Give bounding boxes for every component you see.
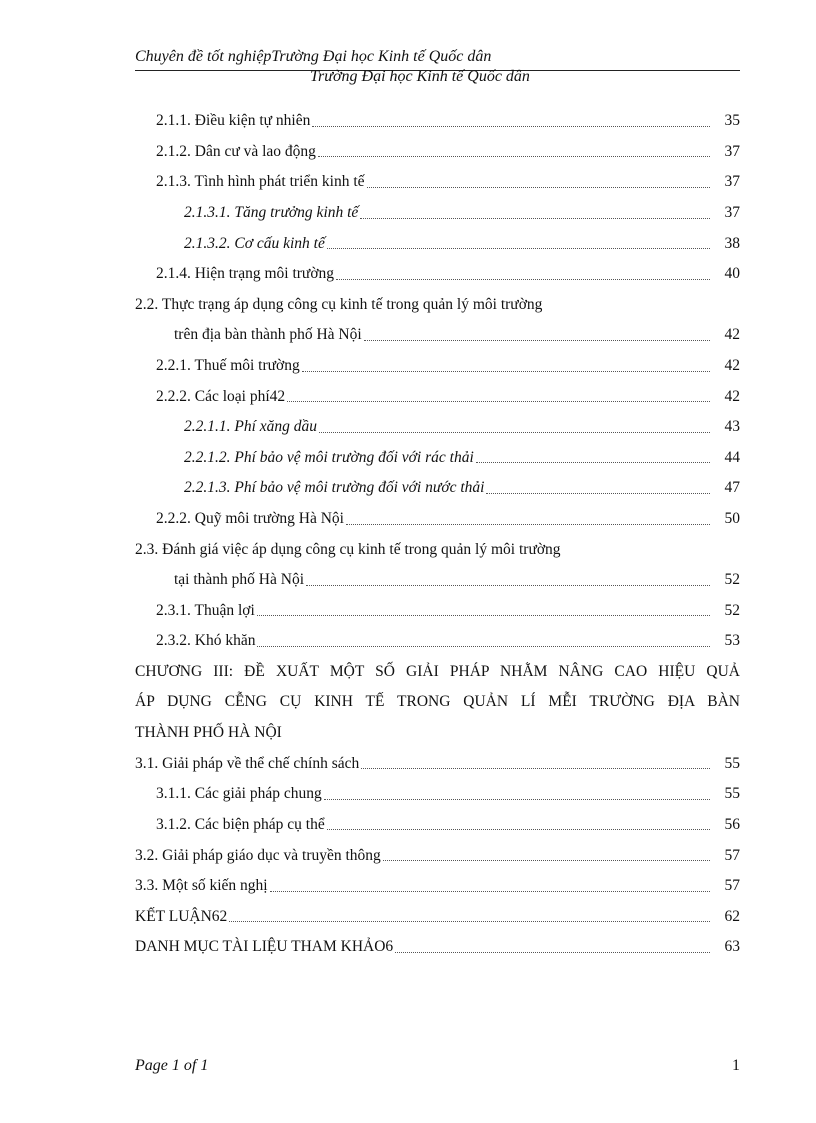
page-number: 62 (724, 907, 740, 925)
toc-section-heading[interactable]: 2.2. Thực trạng áp dụng công cụ kinh tế trong quản lý môi trường (135, 295, 543, 313)
page-number: 43 (724, 418, 740, 436)
toc-entry[interactable]: 2.3.1. Thuận lợi 52 (156, 601, 740, 619)
toc-chapter-heading[interactable]: THÀNH PHỐ HÀ NỘI (135, 723, 282, 741)
toc-entry[interactable]: trên địa bàn thành phố Hà Nội 42 (174, 326, 740, 344)
table-of-contents (135, 106, 740, 963)
footer-page-number: 1 (732, 1057, 740, 1074)
page-number: 37 (724, 142, 740, 160)
page-number: 42 (724, 357, 740, 375)
leader-dots (324, 799, 710, 800)
page-number: 50 (724, 510, 740, 528)
toc-entry[interactable]: 2.2.1.3. Phí bảo vệ môi trường đối với nước thải 47 (184, 479, 740, 497)
toc-entry[interactable]: DANH MỤC TÀI LIỆU THAM KHẢO6 63 (135, 938, 740, 956)
leader-dots (270, 891, 710, 892)
toc-entry[interactable]: 2.1.3. Tình hình phát triển kinh tế 37 (156, 173, 740, 191)
page-number: 63 (724, 938, 740, 956)
leader-dots (257, 646, 710, 647)
leader-dots (395, 952, 710, 953)
leader-dots (327, 248, 710, 249)
toc-entry[interactable]: 3.2. Giải pháp giáo dục và truyền thông 57 (135, 846, 740, 864)
toc-entry[interactable]: 2.2.2. Quỹ môi trường Hà Nội 50 (156, 510, 740, 528)
toc-entry[interactable]: 3.1.1. Các giải pháp chung 55 (156, 785, 740, 803)
leader-dots (360, 218, 710, 219)
leader-dots (312, 126, 710, 127)
toc-entry[interactable]: 2.1.3.1. Tăng trưởng kinh tế 37 (184, 204, 740, 222)
toc-entry[interactable]: 2.2.1.2. Phí bảo vệ môi trường đối với rác thải 44 (184, 448, 740, 466)
toc-chapter-heading[interactable]: ÁP DỤNG CỄNG CỤ KINH TẾ TRONG QUẢN LÍ MỄI TRƯỜNG ĐỊA BÀN (135, 693, 740, 711)
page-number: 57 (724, 846, 740, 864)
leader-dots (302, 371, 710, 372)
page-number: 52 (724, 571, 740, 589)
leader-dots (306, 585, 710, 586)
page-number: 57 (724, 877, 740, 895)
leader-dots (319, 432, 710, 433)
page-number: 42 (724, 387, 740, 405)
header-subtitle: Trường Đại học Kinh tế Quốc dân (310, 68, 530, 85)
page-number: 53 (724, 632, 740, 650)
header-title: Chuyên đề tốt nghiệpTrường Đại học Kinh tế Quốc dân (135, 48, 492, 65)
leader-dots (364, 340, 710, 341)
toc-entry[interactable]: tại thành phố Hà Nội 52 (174, 571, 740, 589)
page-number: 52 (724, 601, 740, 619)
toc-entry[interactable]: 2.1.3.2. Cơ cấu kinh tế 38 (184, 234, 740, 252)
page-number: 40 (724, 265, 740, 283)
page-number: 47 (724, 479, 740, 497)
leader-dots (476, 462, 710, 463)
toc-entry[interactable]: 2.2.1.1. Phí xăng dầu 43 (184, 418, 740, 436)
leader-dots (257, 615, 710, 616)
page-number: 44 (724, 448, 740, 466)
leader-dots (336, 279, 710, 280)
leader-dots (346, 524, 710, 525)
toc-entry[interactable]: 3.3. Một số kiến nghị 57 (135, 877, 740, 895)
page-number: 35 (724, 112, 740, 130)
leader-dots (383, 860, 710, 861)
leader-dots (229, 921, 710, 922)
page-number: 42 (724, 326, 740, 344)
page-number: 37 (724, 204, 740, 222)
leader-dots (367, 187, 710, 188)
toc-entry[interactable]: 2.1.1. Điều kiện tự nhiên 35 (156, 112, 740, 130)
toc-entry[interactable]: 3.1. Giải pháp về thể chế chính sách 55 (135, 754, 740, 772)
page-number: 56 (724, 815, 740, 833)
footer-page-label: Page 1 of 1 (135, 1057, 209, 1074)
leader-dots (486, 493, 710, 494)
leader-dots (287, 401, 710, 402)
toc-entry[interactable]: 2.3.2. Khó khăn 53 (156, 632, 740, 650)
toc-entry[interactable]: 2.1.2. Dân cư và lao động 37 (156, 142, 740, 160)
toc-entry[interactable]: 2.2.2. Các loại phí42 42 (156, 387, 740, 405)
page-number: 38 (724, 234, 740, 252)
page-header (135, 47, 740, 85)
toc-section-heading[interactable]: 2.3. Đánh giá việc áp dụng công cụ kinh tế trong quản lý môi trường (135, 540, 561, 558)
toc-entry[interactable]: KẾT LUẬN62 62 (135, 907, 740, 925)
leader-dots (361, 768, 710, 769)
page-number: 37 (724, 173, 740, 191)
page-number: 55 (724, 754, 740, 772)
toc-chapter-heading[interactable]: CHƯƠNG III: ĐỀ XUẤT MỘT SỐ GIẢI PHÁP NHẰM NÂNG CAO HIỆU QUẢ (135, 662, 740, 680)
toc-entry[interactable]: 2.1.4. Hiện trạng môi trường 40 (156, 265, 740, 283)
toc-entry[interactable]: 3.1.2. Các biện pháp cụ thể 56 (156, 815, 740, 833)
leader-dots (318, 156, 710, 157)
page-number: 55 (724, 785, 740, 803)
leader-dots (327, 829, 710, 830)
toc-entry[interactable]: 2.2.1. Thuế môi trường 42 (156, 357, 740, 375)
